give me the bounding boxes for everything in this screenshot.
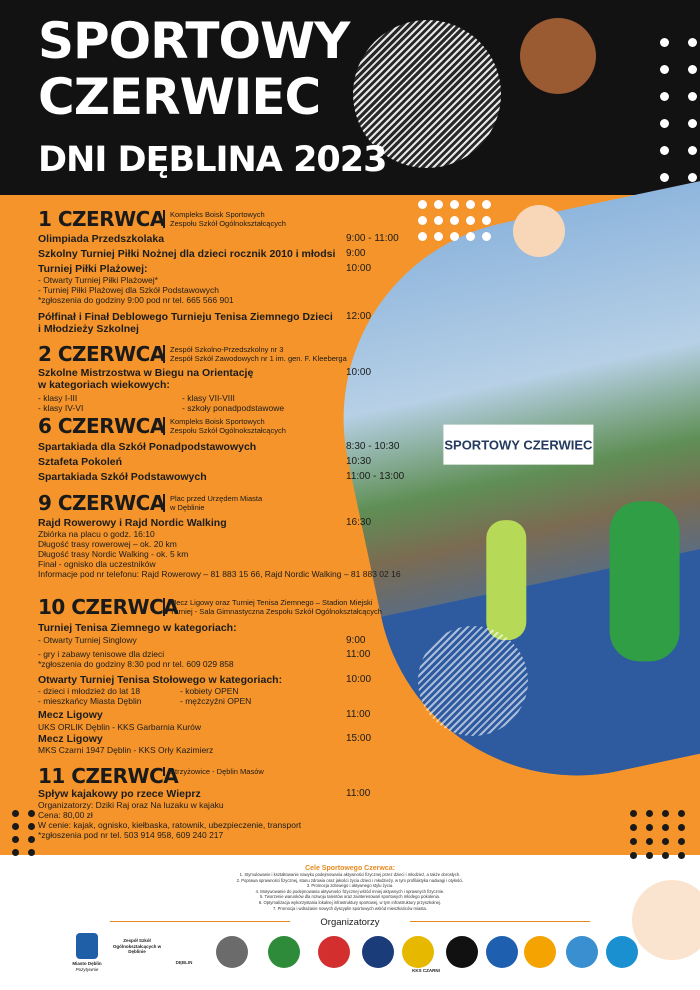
event-name: Olimpiada Przedszkolaka	[38, 233, 165, 245]
goals-section	[160, 865, 540, 911]
dot-decoration	[660, 173, 669, 182]
dot-decoration	[630, 852, 637, 859]
dot-decoration	[418, 216, 427, 225]
city-logo-text: Miasto Dęblin Pozytywnie	[72, 961, 102, 972]
dot-decoration	[434, 232, 443, 241]
dot-decoration	[646, 838, 653, 845]
title-line-2: CZERWIEC	[38, 68, 321, 126]
dot-decoration	[630, 810, 637, 817]
day-location: Plac przed Urzędem Miasta w Dęblinie	[163, 494, 262, 512]
dot-decoration	[12, 849, 19, 856]
organizer-logo	[268, 936, 300, 968]
organizer-logo	[606, 936, 638, 968]
dot-decoration	[660, 92, 669, 101]
goals-heading: Cele Sportowego Czerwca:	[305, 865, 395, 872]
dot-decoration	[662, 852, 669, 859]
dot-decoration	[630, 838, 637, 845]
day-date: 9 CZERWCA	[38, 491, 165, 515]
runner-figure	[486, 520, 526, 640]
title-line-3: DNI DĘBLINA 2023	[38, 140, 387, 180]
event-time: 16:30	[346, 517, 372, 528]
event-name: Półfinał i Finał Deblowego Turnieju Tenisa Ziemnego Dzieci i Młodzieży Szkolnej	[38, 311, 333, 335]
dot-decoration	[688, 119, 697, 128]
day-location: Mecz Ligowy oraz Turniej Tenisa Ziemnego – Stadion Miejski Turniej - Sala Gimnastyczna Zespołu Szkół Ogólnokształcących	[163, 598, 382, 616]
club-logo-text: KKS CZARNI	[412, 968, 440, 973]
title-line-1: SPORTOWY	[38, 12, 350, 70]
event-time: 10:00	[346, 367, 372, 378]
dot-decoration	[450, 200, 459, 209]
organizer-logo	[446, 936, 478, 968]
event-name: Mecz Ligowy	[38, 733, 103, 745]
event-name: Spływ kajakowy po rzece Wieprz	[38, 788, 201, 800]
dot-decoration	[434, 216, 443, 225]
dot-decoration	[660, 119, 669, 128]
event-name: Otwarty Turniej Tenisa Stołowego w kategoriach:	[38, 674, 283, 686]
event-time: 8:30 - 10:30	[346, 441, 400, 452]
organizer-logo	[524, 936, 556, 968]
day-location: Kompleks Boisk Sportowych Zespołu Szkół Ogólnokształcących	[163, 417, 286, 435]
event-time: 12:00	[346, 311, 372, 322]
day-date: 6 CZERWCA	[38, 414, 165, 438]
organizer-logo	[318, 936, 350, 968]
event-name: Szkolny Turniej Piłki Nożnej dla dzieci rocznik 2010 i młodsi	[38, 248, 336, 260]
deblin-logo-text: DĘBLIN	[175, 960, 193, 965]
event-name: Spartakiada Szkół Podstawowych	[38, 471, 207, 483]
dot-decoration	[12, 810, 19, 817]
organizer-logo	[362, 936, 394, 968]
event-name: Mecz Ligowy	[38, 709, 103, 721]
dot-decoration	[450, 216, 459, 225]
dot-decoration	[12, 836, 19, 843]
event-name: Turniej Piłki Plażowej:	[38, 263, 148, 275]
event-name: Turniej Tenisa Ziemnego w kategoriach:	[38, 622, 237, 634]
dot-decoration	[688, 173, 697, 182]
dot-decoration	[678, 838, 685, 845]
peach-circle-decoration	[513, 205, 565, 257]
dot-decoration	[646, 810, 653, 817]
dot-decoration	[688, 65, 697, 74]
event-details: MKS Czarni 1947 Dęblin - KKS Orły Kazimierz	[38, 745, 214, 755]
peach-circle-decoration	[632, 880, 700, 960]
goal-item: 3. Promocja zdrowego i aktywnego stylu życia.	[306, 883, 394, 889]
event-time: 9:00	[346, 248, 366, 259]
day-location: Kompleks Boisk Sportowych Zespołu Szkół Ogólnokształcących	[163, 210, 286, 228]
event-time: 15:00	[346, 733, 372, 744]
dot-decoration	[28, 823, 35, 830]
event-name: Spartakiada dla Szkół Ponadpodstawowych	[38, 441, 257, 453]
dot-decoration	[678, 824, 685, 831]
city-crest-logo	[76, 933, 98, 959]
event-categories: - klasy I-III - klasy IV-VI	[38, 393, 84, 413]
event-time: 9:00	[346, 635, 366, 646]
goal-item: 1. Stymulowanie i kształtowanie nawyku podejmowania aktywności fizycznej przez dzieci i młodzież, a także dorosłych.	[239, 872, 461, 877]
dot-decoration	[466, 216, 475, 225]
goal-item: 7. Promocja i wdrażanie nowych dyscyplin sportowych wśród mieszkańców miasta.	[272, 905, 428, 911]
event-details: Zbiórka na placu o godz. 16:10 Długość trasy rowerowej – ok. 20 km Długość trasy Nordic Walking - ok. 5 km Finał - ognisko dla uczestników Informacje pod nr telefonu: Rajd Rowerowy – 81 883 15 66, Rajd Nordic Walking – 81 883 02 16	[38, 529, 401, 579]
organizers-heading: Organizatorzy	[290, 917, 410, 928]
dot-decoration	[466, 200, 475, 209]
organizer-logo	[486, 936, 518, 968]
event-categories: - dzieci i młodzież do lat 18 - mieszkańcy Miasta Dęblin	[38, 686, 142, 706]
dot-decoration	[678, 852, 685, 859]
photo-banner: SPORTOWY CZERWIEC	[443, 425, 593, 465]
dot-decoration	[660, 38, 669, 47]
goal-item: 2. Poprawa sprawności fizycznej, stanu zdrowia oraz jakości życia dzieci i młodzieży, w tym profilaktyka nadwagi i otyłości.	[236, 877, 464, 883]
dot-decoration	[418, 232, 427, 241]
day-location: Zespół Szkolno-Przedszkolny nr 3 Zespół Szkół Zawodowych nr 1 im. gen. F. Kleeberga	[163, 345, 347, 363]
organizer-logo	[216, 936, 248, 968]
event-name: Rajd Rowerowy i Rajd Nordic Walking	[38, 517, 227, 529]
event-categories: - kobiety OPEN - mężczyźni OPEN	[180, 686, 252, 706]
dot-decoration	[28, 836, 35, 843]
event-time: 9:00 - 11:00	[346, 233, 399, 244]
organizer-logo	[402, 936, 434, 968]
dot-decoration	[688, 38, 697, 47]
event-time: 11:00	[346, 649, 371, 660]
dot-decoration	[662, 810, 669, 817]
goal-item: 6. Optymalizacja wykorzystania lokalnej infrastruktury sportowej, w tym infrastruktury przyszkolnej.	[258, 899, 442, 905]
dot-decoration	[28, 849, 35, 856]
day-date: 2 CZERWCA	[38, 342, 165, 366]
event-details: Organizatorzy: Dziki Raj oraz Na luzaku w kajaku Cena: 80,00 zł W cenie: kajak, ognisko, kiełbaska, ratownik, ubezpieczenie, transport *zgłoszenia pod nr tel. 503 914 958, 609 240 217	[38, 800, 302, 840]
dot-decoration	[660, 146, 669, 155]
dot-decoration	[660, 65, 669, 74]
event-name: Sztafeta Pokoleń	[38, 456, 123, 468]
dot-decoration	[450, 232, 459, 241]
school-logo-text: Zespół Szkół Ogólnokształcących w Dęblinie	[112, 938, 162, 954]
event-categories: - klasy VII-VIII - szkoły ponadpodstawowe	[182, 393, 285, 413]
event-name: Szkolne Mistrzostwa w Biegu na Orientację w kategoriach wiekowych:	[38, 367, 254, 391]
dot-decoration	[646, 824, 653, 831]
organizer-logo	[566, 936, 598, 968]
goal-item: 5. Tworzenie warunków dla rozwoju talentów oraz zainteresowań sportowych młodego pokolenia.	[259, 894, 441, 900]
event-time: 11:00 - 13:00	[346, 471, 405, 482]
event-details: - Otwarty Turniej Singlowy - gry i zabawy tenisowe dla dzieci *zgłoszenia do godziny 8:30 pod nr tel. 609 029 858	[38, 635, 234, 669]
dot-decoration	[466, 232, 475, 241]
event-time: 10:00	[346, 674, 372, 685]
dot-decoration	[688, 146, 697, 155]
goal-item: 4. Motywowanie do podejmowania aktywności fizycznej wśród mniej aktywnych i sprawnych fizycznie.	[255, 888, 445, 894]
dot-decoration	[630, 824, 637, 831]
dot-decoration	[646, 852, 653, 859]
dot-decoration	[434, 200, 443, 209]
event-time: 10:30	[346, 456, 372, 467]
day-date: 1 CZERWCA	[38, 207, 165, 231]
dot-decoration	[662, 838, 669, 845]
dot-decoration	[482, 216, 491, 225]
event-time: 10:00	[346, 263, 372, 274]
dot-decoration	[688, 92, 697, 101]
event-time: 11:00	[346, 788, 371, 799]
dot-decoration	[678, 810, 685, 817]
dot-decoration	[662, 824, 669, 831]
event-details: - Otwarty Turniej Piłki Plażowej* - Turniej Piłki Plażowej dla Szkół Podstawowych *zgłoszenia do godziny 9:00 pod nr tel. 665 566 901	[38, 275, 234, 305]
day-date: 10 CZERWCA	[38, 595, 179, 619]
dot-decoration	[28, 810, 35, 817]
dot-decoration	[482, 232, 491, 241]
striped-circle-decoration	[418, 626, 528, 736]
day-location: Strzyżowice - Dęblin Masów	[163, 767, 264, 776]
dot-decoration	[418, 200, 427, 209]
event-details: UKS ORLIK Dęblin - KKS Garbarnia Kurów	[38, 722, 201, 732]
dot-decoration	[12, 823, 19, 830]
dot-decoration	[482, 200, 491, 209]
runner-figure	[610, 501, 680, 661]
day-date: 11 CZERWCA	[38, 764, 179, 788]
event-time: 11:00	[346, 709, 371, 720]
brown-circle-decoration	[520, 18, 596, 94]
